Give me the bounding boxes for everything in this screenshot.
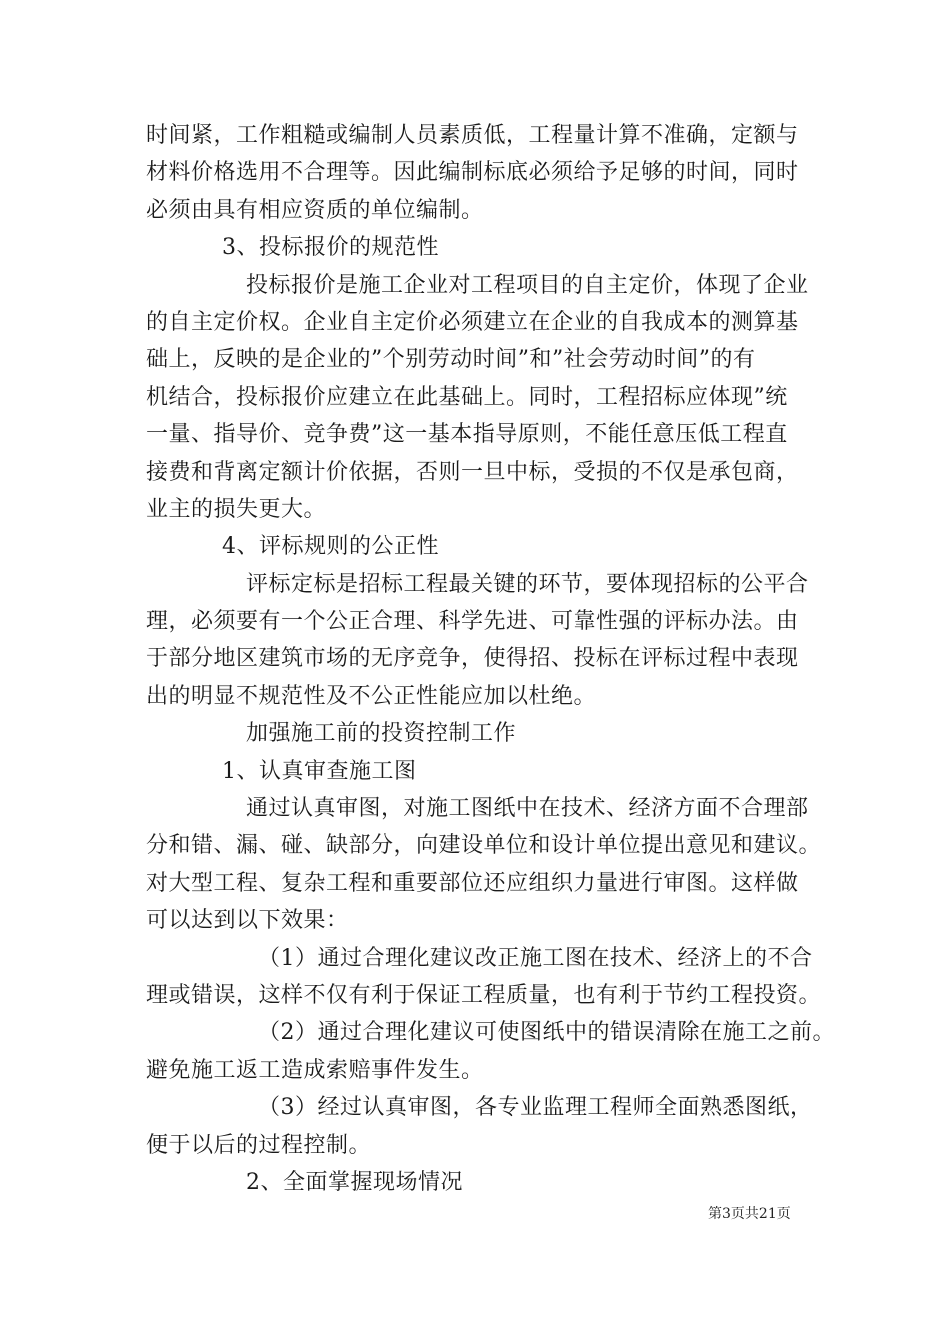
section-heading: 加强施工前的投资控制工作	[246, 721, 517, 747]
paragraph-line: 业主的损失更大。	[146, 496, 327, 522]
paragraph-line: 通过认真审图，对施工图纸中在技术、经济方面不合理部	[246, 796, 809, 822]
paragraph-line: 必须由具有相应资质的单位编制。	[146, 197, 484, 223]
numbered-item: （1）通过合理化建议改正施工图在技术、经济上的不合	[258, 945, 813, 971]
paragraph-line: 分和错、漏、碰、缺部分，向建设单位和设计单位提出意见和建议。	[146, 833, 822, 859]
paragraph-line: 接费和背离定额计价依据，否则一旦中标，受损的不仅是承包商，	[146, 459, 799, 485]
paragraph-line: 理，必须要有一个公正合理、科学先进、可靠性强的评标办法。由	[146, 609, 799, 635]
paragraph-line: 材料价格选用不合理等。因此编制标底必须给予足够的时间，同时	[146, 160, 799, 186]
paragraph-line: 础上，反映的是企业的”个别劳动时间”和”社会劳动时间”的有	[146, 347, 756, 373]
paragraph-line: 理或错误，这样不仅有利于保证工程质量，也有利于节约工程投资。	[146, 982, 822, 1008]
paragraph-line: 便于以后的过程控制。	[146, 1132, 372, 1158]
paragraph-line: 评标定标是招标工程最关键的环节，要体现招标的公平合	[246, 571, 809, 597]
section-heading: 4、评标规则的公正性	[222, 534, 439, 560]
paragraph-line: 一量、指导价、竞争费”这一基本指导原则，不能任意压低工程直	[146, 422, 788, 448]
numbered-item: （3）经过认真审图，各专业监理工程师全面熟悉图纸，	[258, 1095, 813, 1121]
paragraph-line: 时间紧，工作粗糙或编制人员素质低，工程量计算不准确，定额与	[146, 123, 799, 148]
paragraph-line: 的自主定价权。企业自主定价必须建立在企业的自我成本的测算基	[146, 309, 799, 335]
paragraph-line: 机结合，投标报价应建立在此基础上。同时，工程招标应体现”统	[146, 384, 788, 410]
body-text	[146, 117, 835, 1201]
paragraph-line: 出的明显不规范性及不公正性能应加以杜绝。	[146, 683, 597, 709]
paragraph-line: 避免施工返工造成索赔事件发生。	[146, 1057, 484, 1083]
page-number: 第3页共21页	[708, 1206, 791, 1222]
section-heading: 3、投标报价的规范性	[222, 235, 439, 261]
section-heading: 1、认真审查施工图	[222, 758, 417, 784]
paragraph-line: 可以达到以下效果：	[146, 908, 349, 934]
numbered-item: （2）通过合理化建议可使图纸中的错误清除在施工之前。	[258, 1020, 835, 1046]
paragraph-line: 对大型工程、复杂工程和重要部位还应组织力量进行审图。这样做	[146, 870, 799, 896]
paragraph-line: 于部分地区建筑市场的无序竞争，使得招、投标在评标过程中表现	[146, 646, 799, 672]
section-heading: 2、全面掌握现场情况	[246, 1169, 463, 1195]
paragraph-line: 投标报价是施工企业对工程项目的自主定价，体现了企业	[246, 272, 809, 298]
